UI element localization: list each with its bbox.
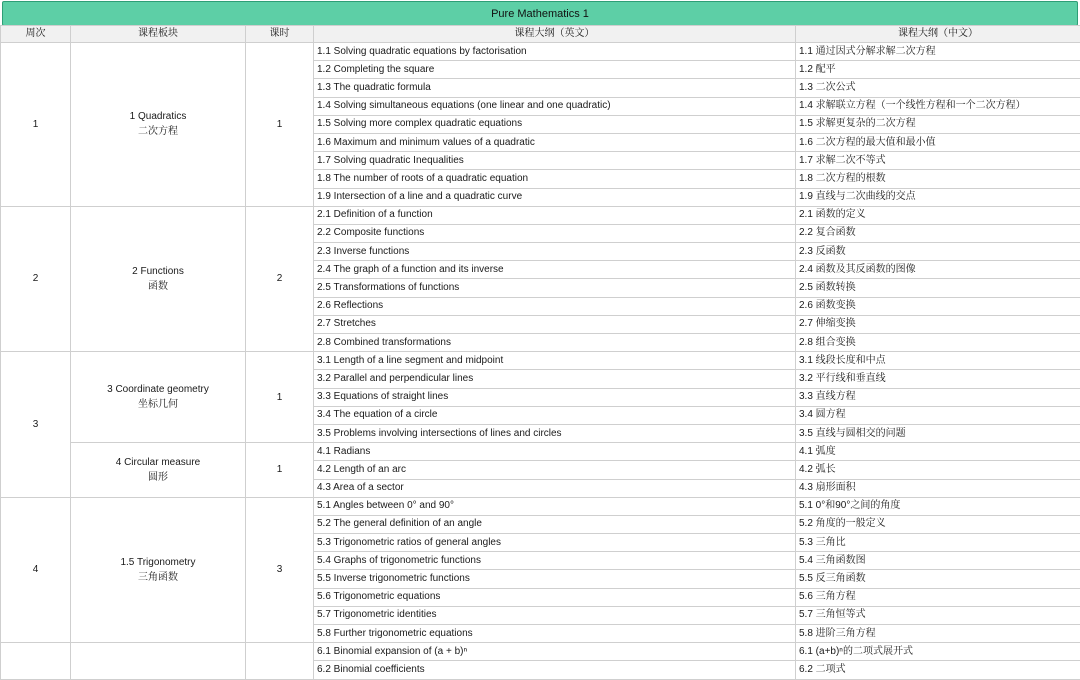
topic-en-cell[interactable]: 2.7 Stretches (314, 315, 796, 333)
topic-zh-cell[interactable]: 4.1 弧度 (796, 443, 1080, 461)
topic-zh-cell[interactable]: 2.1 函数的定义 (796, 206, 1080, 224)
topic-en-cell[interactable]: 2.8 Combined transformations (314, 334, 796, 352)
module-name-en: 3 Coordinate geometry (74, 382, 242, 397)
topic-zh-cell[interactable]: 3.1 线段长度和中点 (796, 352, 1080, 370)
topic-en-cell[interactable]: 3.5 Problems involving intersections of lines and circles (314, 424, 796, 442)
topic-en-cell[interactable]: 5.8 Further trigonometric equations (314, 625, 796, 643)
hours-cell[interactable]: 1 (246, 443, 314, 498)
table-row (1, 352, 1080, 370)
topic-en-cell[interactable]: 1.3 The quadratic formula (314, 79, 796, 97)
topic-zh-cell[interactable]: 5.3 三角比 (796, 534, 1080, 552)
topic-zh-cell[interactable]: 2.4 函数及其反函数的图像 (796, 261, 1080, 279)
topic-zh-cell[interactable]: 3.3 直线方程 (796, 388, 1080, 406)
sheet-title-banner[interactable]: Pure Mathematics 1 (2, 1, 1078, 26)
topic-en-cell[interactable]: 3.2 Parallel and perpendicular lines (314, 370, 796, 388)
topic-zh-cell[interactable]: 2.3 反函数 (796, 243, 1080, 261)
module-cell[interactable] (71, 497, 246, 643)
topic-en-cell[interactable]: 1.6 Maximum and minimum values of a quadratic (314, 133, 796, 151)
topic-en-cell[interactable]: 5.7 Trigonometric identities (314, 606, 796, 624)
module-name-zh: 三角函数 (74, 570, 242, 585)
hours-cell[interactable]: 1 (246, 43, 314, 207)
week-cell[interactable]: 3 (1, 352, 71, 498)
topic-en-cell[interactable]: 2.1 Definition of a function (314, 206, 796, 224)
week-cell[interactable] (1, 643, 71, 679)
topic-en-cell[interactable]: 1.5 Solving more complex quadratic equations (314, 115, 796, 133)
topic-zh-cell[interactable]: 5.8 进阶三角方程 (796, 625, 1080, 643)
header-row (1, 26, 1080, 43)
module-name-zh: 圆形 (74, 470, 242, 485)
topic-zh-cell[interactable]: 4.2 弧长 (796, 461, 1080, 479)
topic-en-cell[interactable]: 6.1 Binomial expansion of (a + b)ⁿ (314, 643, 796, 661)
topic-en-cell[interactable]: 3.3 Equations of straight lines (314, 388, 796, 406)
topic-zh-cell[interactable]: 1.2 配平 (796, 61, 1080, 79)
topic-zh-cell[interactable]: 5.4 三角函数图 (796, 552, 1080, 570)
hours-cell[interactable]: 3 (246, 497, 314, 643)
topic-zh-cell[interactable]: 3.4 圆方程 (796, 406, 1080, 424)
week-cell[interactable]: 4 (1, 497, 71, 643)
topic-zh-cell[interactable]: 1.9 直线与二次曲线的交点 (796, 188, 1080, 206)
header-outline-zh[interactable]: 课程大纲（中文） (796, 26, 1080, 43)
header-outline-en[interactable]: 课程大纲（英文） (314, 26, 796, 43)
hours-cell[interactable] (246, 643, 314, 679)
topic-en-cell[interactable]: 1.4 Solving simultaneous equations (one linear and one quadratic) (314, 97, 796, 115)
topic-zh-cell[interactable]: 1.6 二次方程的最大值和最小值 (796, 133, 1080, 151)
topic-zh-cell[interactable]: 6.1 (a+b)ⁿ的二项式展开式 (796, 643, 1080, 661)
topic-zh-cell[interactable]: 2.6 函数变换 (796, 297, 1080, 315)
topic-zh-cell[interactable]: 3.5 直线与圆相交的问题 (796, 424, 1080, 442)
topic-en-cell[interactable]: 5.1 Angles between 0° and 90° (314, 497, 796, 515)
hours-cell[interactable]: 2 (246, 206, 314, 352)
topic-en-cell[interactable]: 2.2 Composite functions (314, 224, 796, 242)
header-week[interactable]: 周次 (1, 26, 71, 43)
topic-en-cell[interactable]: 5.6 Trigonometric equations (314, 588, 796, 606)
module-name-en: 1 Quadratics (74, 109, 242, 124)
module-name-en: 2 Functions (74, 264, 242, 279)
module-name-zh: 二次方程 (74, 124, 242, 139)
module-cell[interactable] (71, 643, 246, 679)
topic-en-cell[interactable]: 5.2 The general definition of an angle (314, 515, 796, 533)
topic-en-cell[interactable]: 1.9 Intersection of a line and a quadratic curve (314, 188, 796, 206)
table-row (1, 443, 1080, 461)
module-name-en: 4 Circular measure (74, 455, 242, 470)
topic-zh-cell[interactable]: 5.6 三角方程 (796, 588, 1080, 606)
table-row (1, 43, 1080, 61)
topic-zh-cell[interactable]: 1.1 通过因式分解求解二次方程 (796, 43, 1080, 61)
topic-en-cell[interactable]: 4.3 Area of a sector (314, 479, 796, 497)
week-cell[interactable]: 2 (1, 206, 71, 352)
topic-en-cell[interactable]: 4.1 Radians (314, 443, 796, 461)
topic-zh-cell[interactable]: 1.8 二次方程的根数 (796, 170, 1080, 188)
topic-zh-cell[interactable]: 5.7 三角恒等式 (796, 606, 1080, 624)
hours-cell[interactable]: 1 (246, 352, 314, 443)
topic-zh-cell[interactable]: 6.2 二项式 (796, 661, 1080, 679)
topic-zh-cell[interactable]: 3.2 平行线和垂直线 (796, 370, 1080, 388)
topic-en-cell[interactable]: 6.2 Binomial coefficients (314, 661, 796, 679)
topic-en-cell[interactable]: 3.4 The equation of a circle (314, 406, 796, 424)
topic-en-cell[interactable]: 1.2 Completing the square (314, 61, 796, 79)
topic-zh-cell[interactable]: 1.4 求解联立方程（一个线性方程和一个二次方程） (796, 97, 1080, 115)
topic-en-cell[interactable]: 1.8 The number of roots of a quadratic equation (314, 170, 796, 188)
topic-en-cell[interactable]: 4.2 Length of an arc (314, 461, 796, 479)
topic-zh-cell[interactable]: 5.5 反三角函数 (796, 570, 1080, 588)
module-name-zh: 坐标几何 (74, 397, 242, 412)
topic-en-cell[interactable]: 5.3 Trigonometric ratios of general angles (314, 534, 796, 552)
table-row (1, 497, 1080, 515)
topic-en-cell[interactable]: 3.1 Length of a line segment and midpoint (314, 352, 796, 370)
topic-en-cell[interactable]: 1.7 Solving quadratic Inequalities (314, 152, 796, 170)
topic-en-cell[interactable]: 2.5 Transformations of functions (314, 279, 796, 297)
topic-zh-cell[interactable]: 2.5 函数转换 (796, 279, 1080, 297)
topic-zh-cell[interactable]: 1.7 求解二次不等式 (796, 152, 1080, 170)
topic-en-cell[interactable]: 2.4 The graph of a function and its inverse (314, 261, 796, 279)
topic-en-cell[interactable]: 5.5 Inverse trigonometric functions (314, 570, 796, 588)
topic-zh-cell[interactable]: 5.2 角度的一般定义 (796, 515, 1080, 533)
topic-en-cell[interactable]: 5.4 Graphs of trigonometric functions (314, 552, 796, 570)
topic-zh-cell[interactable]: 4.3 扇形面积 (796, 479, 1080, 497)
topic-zh-cell[interactable]: 5.1 0°和90°之间的角度 (796, 497, 1080, 515)
module-name-en: 1.5 Trigonometry (74, 555, 242, 570)
topic-zh-cell[interactable]: 1.3 二次公式 (796, 79, 1080, 97)
syllabus-table (0, 25, 1080, 680)
topic-zh-cell[interactable]: 2.7 伸缩变换 (796, 315, 1080, 333)
table-row (1, 206, 1080, 224)
topic-en-cell[interactable]: 2.6 Reflections (314, 297, 796, 315)
week-cell[interactable]: 1 (1, 43, 71, 207)
table-row (1, 643, 1080, 661)
module-cell[interactable] (71, 43, 246, 207)
topic-en-cell[interactable]: 2.3 Inverse functions (314, 243, 796, 261)
module-cell[interactable] (71, 443, 246, 498)
topic-zh-cell[interactable]: 1.5 求解更复杂的二次方程 (796, 115, 1080, 133)
module-name-zh: 函数 (74, 279, 242, 294)
header-hours[interactable]: 课时 (246, 26, 314, 43)
topic-zh-cell[interactable]: 2.8 组合变换 (796, 334, 1080, 352)
module-cell[interactable] (71, 352, 246, 443)
header-module[interactable]: 课程板块 (71, 26, 246, 43)
module-cell[interactable] (71, 206, 246, 352)
topic-zh-cell[interactable]: 2.2 复合函数 (796, 224, 1080, 242)
topic-en-cell[interactable]: 1.1 Solving quadratic equations by factorisation (314, 43, 796, 61)
